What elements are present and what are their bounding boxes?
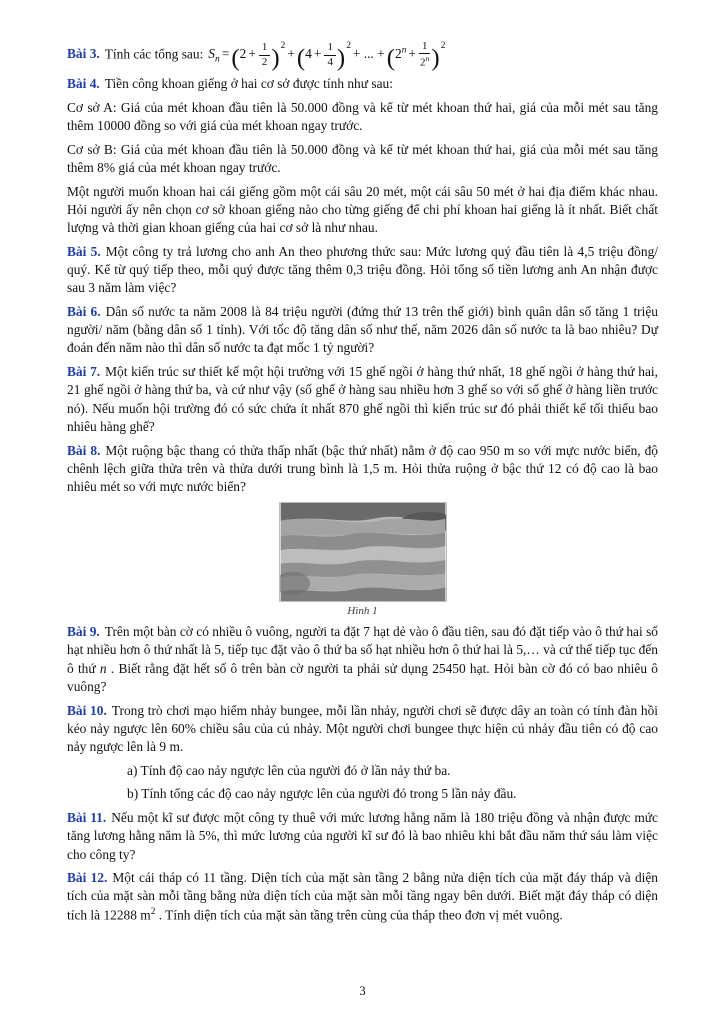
close-paren: ) (271, 44, 280, 72)
plus-sign: + (408, 46, 416, 62)
numerator: 1 (259, 42, 270, 56)
denominator-exponent: n (425, 54, 430, 64)
fraction-1 (259, 42, 270, 68)
math-variable-n: n (99, 660, 107, 676)
exercise-bai9 (67, 623, 658, 696)
exercise-label: Bài 11. (67, 810, 107, 826)
exercise-label: Bài 4. (67, 76, 100, 92)
exercise-text: Một công ty trả lương cho anh An theo phương thức sau: Mức lương quý đầu tiên là 4,5 triệu đồng/ quý. Kể từ quý tiếp theo, mỗi quý được tăng thêm 0,3 triệu đồng. Hỏi tổng số tiền lương anh An nhận được sau 3 năm làm việc? (67, 243, 658, 296)
exercise-bai3 (67, 40, 658, 70)
exercise-intro: Tính các tổng sau: (104, 46, 204, 62)
exercise-label: Bài 9. (67, 624, 100, 640)
paragraph-text: Cơ sở B: Giá của mét khoan đầu tiên là 50.000 đồng và kể từ mét khoan thứ hai, giá của mỗi mét sau tăng thêm 8% giá của mét khoan ngay trước. (67, 141, 658, 175)
exercise-text: Trong trò chơi mạo hiểm nhảy bungee, mỗi lần nhảy, người chơi sẽ được dây an toàn có tính đàn hồi kéo nảy ngược lên 60% chiều sâu của cú nhảy. Một người chơi bungee thực hiện cú nhảy đầu tiên có độ cao nảy ngược lên là 9 m. (67, 702, 658, 754)
term1-base: 2 (239, 46, 247, 62)
bai4-question (67, 183, 658, 238)
exercise-text: Tiền công khoan giếng ở hai cơ sở được tính như sau: (104, 76, 393, 92)
exercise-bai10 (67, 702, 658, 757)
exercise-text: Một cái tháp có 11 tầng. Diện tích của mặt sàn tầng 2 bằng nửa diện tích của mặt đáy tháp và diện tích của mặt sàn mỗi tầng bằng nửa diện tích của mặt sàn mỗi tầng ngay bên dưới. Biết mặt đáy tháp có diện tích là 12288 m (67, 870, 658, 923)
fraction-3 (419, 41, 430, 70)
terraced-rice-fields-image (279, 502, 447, 602)
numerator: 1 (419, 41, 430, 55)
sum-formula (208, 39, 446, 72)
plus-sign: + (313, 46, 322, 62)
term2-base: 4 (305, 46, 312, 62)
exponent: 2 (280, 41, 286, 51)
bai4-site-b (67, 141, 658, 177)
exercise-label: Bài 8. (67, 442, 101, 458)
numerator: 1 (324, 42, 335, 56)
list-item-text: a) Tính độ cao nảy ngược lên của người đó ở lần nảy thứ ba. (127, 762, 451, 778)
exercise-label: Bài 6. (67, 304, 101, 319)
exercise-label: Bài 5. (67, 243, 101, 259)
term3-base: 2 (394, 46, 402, 62)
exercise-bai6 (67, 303, 658, 358)
exercise-text: Dân số nước ta năm 2008 là 84 triệu người (đứng thứ 13 trên thế giới) bình quân dân số tăng 1 triệu người/ năm (bằng dân số 1 tỉnh). Với tốc độ tăng dân số như thế, năm 2026 dân số nước ta là bao nhiêu? Dự đoán đến năm nào thì dân số nước ta đạt mốc 1 tỷ người? (67, 304, 658, 356)
exercise-bai4 (67, 75, 658, 93)
paragraph-text: Cơ sở A: Giá của mét khoan đầu tiên là 50.000 đồng và kể từ mét khoan thứ hai, giá của mỗi mét sau tăng thêm 10000 đồng so với giá của mét khoan ngay trước. (67, 99, 658, 134)
exercise-text: . Biết rằng đặt hết số ô trên bàn cờ người ta phải sử dụng 25450 hạt. Hỏi bàn cờ đó có bao nhiêu ô vuông? (67, 660, 658, 694)
fraction-2 (324, 42, 335, 68)
exercise-label: Bài 10. (67, 702, 107, 718)
bai4-site-a (67, 99, 658, 135)
figure-caption: Hình 1 (347, 605, 378, 618)
square-meter-exponent: 2 (150, 906, 156, 917)
open-paren: ( (231, 44, 240, 72)
denominator: 2 (261, 55, 268, 68)
denominator (419, 54, 430, 69)
exercise-bai11 (67, 809, 658, 864)
figure-hinh-1 (279, 502, 447, 619)
equals-sign: = (221, 46, 230, 62)
bai10-item-b (127, 785, 658, 803)
close-paren: ) (336, 44, 346, 72)
list-item-text: b) Tính tổng các độ cao nảy ngược lên của người đó trong 5 lần nảy đầu. (127, 786, 517, 802)
formula-symbol: S (208, 46, 215, 62)
close-paren: ) (431, 44, 440, 72)
bai10-item-a (127, 762, 658, 780)
exercise-bai5 (67, 243, 658, 298)
exercise-label: Bài 7. (67, 364, 101, 380)
exercise-bai7 (67, 363, 658, 436)
exponent: 2 (440, 41, 446, 51)
exponent: 2 (346, 41, 351, 51)
denominator: 4 (327, 55, 333, 68)
exercise-text: Nếu một kĩ sư được một công ty thuê với mức lương hằng năm là 180 triệu đồng và nhận được mức tăng lương hằng năm là 5%, thì mức lương của người kĩ sư đó là bao nhiêu khi bắt đầu năm thứ sáu làm việc cho công ty? (67, 810, 658, 862)
ellipsis-terms: + ... + (352, 46, 385, 62)
exercise-text: Một ruộng bậc thang có thửa thấp nhất (bậc thứ nhất) nằm ở độ cao 950 m so với mực nước biển, độ chênh lệch giữa thửa trên và thửa dưới trung bình là 1,5 m. Hỏi thửa ruộng ở bậc thứ 12 có độ cao là bao nhiêu mét so với mực nước biển? (67, 442, 658, 494)
formula-subscript: n (215, 53, 220, 65)
exercise-bai8 (67, 442, 658, 497)
exercise-text: Trên một bàn cờ có nhiều ô vuông, người ta đặt 7 hạt dẻ vào ô đầu tiên, sau đó đặt tiếp vào ô thứ hai số hạt nhiều hơn ô thứ nhất là 5, tiếp tục đặt vào ô thứ ba số hạt nhiều hơn ô thứ hai là 5,… và cứ thế tiếp tục đến ô thứ (67, 624, 658, 676)
page-number: 3 (359, 984, 366, 998)
open-paren: ( (296, 44, 306, 72)
exercise-text: . Tính diện tích của mặt sàn tầng trên cùng của tháp theo đơn vị mét vuông. (155, 907, 563, 923)
term3-base-exponent: n (401, 45, 407, 56)
exercise-text: Một kiến trúc sư thiết kế một hội trường với 15 ghế ngồi ở hàng thứ nhất, 18 ghế ngồi ở hàng thứ hai, 21 ghế ngồi ở hàng thứ ba, và cứ như vậy (số ghế ở hàng sau nhiều hơn 3 ghế so với số ghế ở hàng liền trước nó). Nếu muốn hội trường đó có sức chứa ít nhất 870 ghế ngồi thì kiến trúc sư đó phải thiết kế tối thiểu bao nhiêu hàng ghế? (67, 364, 658, 434)
exercise-bai12 (67, 869, 658, 924)
exercise-label: Bài 12. (67, 870, 108, 886)
denominator-base: 2 (420, 57, 426, 70)
open-paren: ( (386, 44, 395, 72)
plus-sign: + (248, 46, 256, 62)
paragraph-text: Một người muốn khoan hai cái giếng gồm một cái sâu 20 mét, một cái sâu 50 mét ở hai địa điểm khác nhau. Hỏi người ấy nên chọn cơ sở khoan giếng nào cho từng giếng để chi phí khoan hai giếng là ít nhất. Biết chất lượng và thời gian khoan giếng của hai cơ sở là như nhau. (67, 183, 658, 236)
exercise-label: Bài 3. (67, 46, 100, 62)
plus-sign: + (287, 46, 295, 62)
